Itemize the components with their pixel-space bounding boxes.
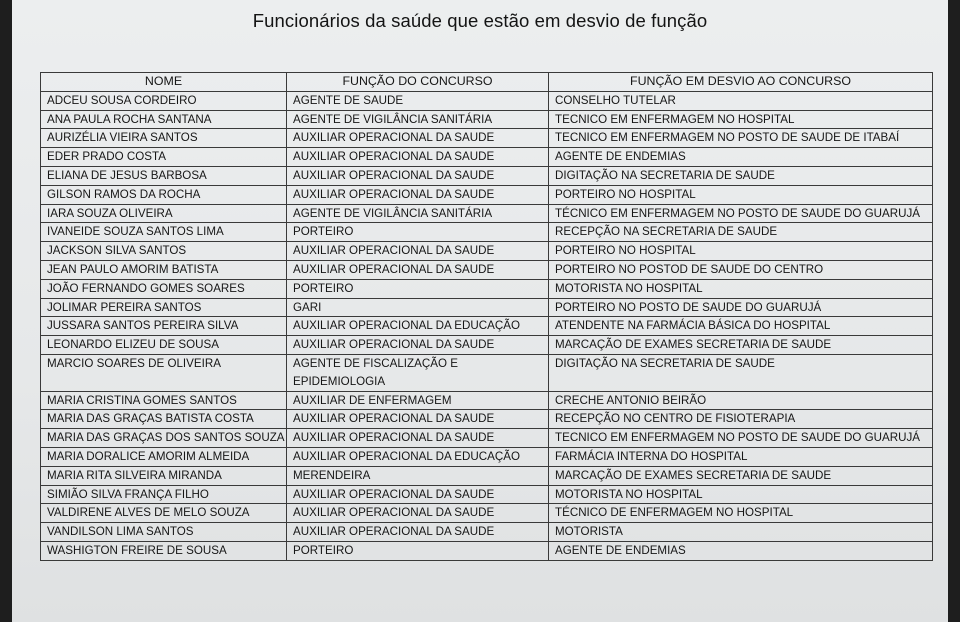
cell-exam-function: AUXILIAR OPERACIONAL DA EDUCAÇÃO xyxy=(287,447,549,466)
cell-deviation-function: MARCAÇÃO DE EXAMES SECRETARIA DE SAUDE xyxy=(549,336,933,355)
table-row xyxy=(41,410,933,429)
cell-exam-function: AGENTE DE SAUDE xyxy=(287,91,549,110)
table-row xyxy=(41,447,933,466)
cell-deviation-function: FARMÁCIA INTERNA DO HOSPITAL xyxy=(549,447,933,466)
cell-name: GILSON RAMOS DA ROCHA xyxy=(41,185,287,204)
cell-deviation-function: MARCAÇÃO DE EXAMES SECRETARIA DE SAUDE xyxy=(549,466,933,485)
cell-name: MARIA DAS GRAÇAS DOS SANTOS SOUZA xyxy=(41,429,287,448)
header-deviation-function: FUNÇÃO EM DESVIO AO CONCURSO xyxy=(549,73,933,92)
cell-name: SIMIÃO SILVA FRANÇA FILHO xyxy=(41,485,287,504)
table-row xyxy=(41,336,933,355)
cell-exam-function: AUXILIAR OPERACIONAL DA SAUDE xyxy=(287,260,549,279)
cell-exam-function: AUXILIAR OPERACIONAL DA SAUDE xyxy=(287,166,549,185)
cell-exam-function: PORTEIRO xyxy=(287,279,549,298)
header-exam-function: FUNÇÃO DO CONCURSO xyxy=(287,73,549,92)
table-row xyxy=(41,504,933,523)
table-row xyxy=(41,166,933,185)
cell-deviation-function: TÉCNICO DE ENFERMAGEM NO HOSPITAL xyxy=(549,504,933,523)
employee-table xyxy=(40,72,933,561)
cell-exam-function: GARI xyxy=(287,298,549,317)
document-page xyxy=(12,0,948,622)
table-row xyxy=(41,110,933,129)
table-body xyxy=(41,91,933,560)
table-row xyxy=(41,298,933,317)
cell-name: MARIA DAS GRAÇAS BATISTA COSTA xyxy=(41,410,287,429)
cell-exam-function: AGENTE DE FISCALIZAÇÃO E EPIDEMIOLOGIA xyxy=(287,354,549,391)
cell-deviation-function: RECEPÇÃO NO CENTRO DE FISIOTERAPIA xyxy=(549,410,933,429)
cell-deviation-function: PORTEIRO NO HOSPITAL xyxy=(549,185,933,204)
cell-name: LEONARDO ELIZEU DE SOUSA xyxy=(41,336,287,355)
table-row xyxy=(41,223,933,242)
cell-exam-function: AUXILIAR OPERACIONAL DA EDUCAÇÃO xyxy=(287,317,549,336)
cell-deviation-function: ATENDENTE NA FARMÁCIA BÁSICA DO HOSPITAL xyxy=(549,317,933,336)
table-row xyxy=(41,91,933,110)
cell-deviation-function: RECEPÇÃO NA SECRETARIA DE SAUDE xyxy=(549,223,933,242)
table-row xyxy=(41,429,933,448)
cell-deviation-function: PORTEIRO NO POSTOD DE SAUDE DO CENTRO xyxy=(549,260,933,279)
cell-exam-function: AUXILIAR OPERACIONAL DA SAUDE xyxy=(287,129,549,148)
cell-name: JEAN PAULO AMORIM BATISTA xyxy=(41,260,287,279)
cell-exam-function: PORTEIRO xyxy=(287,541,549,560)
table-row xyxy=(41,466,933,485)
cell-name: MARIA DORALICE AMORIM ALMEIDA xyxy=(41,447,287,466)
cell-deviation-function: DIGITAÇÃO NA SECRETARIA DE SAUDE xyxy=(549,354,933,391)
table-row xyxy=(41,185,933,204)
table-row xyxy=(41,242,933,261)
cell-name: MARCIO SOARES DE OLIVEIRA xyxy=(41,354,287,391)
cell-deviation-function: PORTEIRO NO POSTO DE SAUDE DO GUARUJÁ xyxy=(549,298,933,317)
cell-name: ADCEU SOUSA CORDEIRO xyxy=(41,91,287,110)
cell-exam-function: AUXILIAR OPERACIONAL DA SAUDE xyxy=(287,485,549,504)
cell-name: ANA PAULA ROCHA SANTANA xyxy=(41,110,287,129)
cell-exam-function: AGENTE DE VIGILÂNCIA SANITÁRIA xyxy=(287,204,549,223)
cell-deviation-function: AGENTE DE ENDEMIAS xyxy=(549,541,933,560)
cell-deviation-function: AGENTE DE ENDEMIAS xyxy=(549,148,933,167)
table-row xyxy=(41,391,933,410)
cell-name: MARIA RITA SILVEIRA MIRANDA xyxy=(41,466,287,485)
cell-deviation-function: MOTORISTA xyxy=(549,523,933,542)
cell-name: JUSSARA SANTOS PEREIRA SILVA xyxy=(41,317,287,336)
cell-name: ELIANA DE JESUS BARBOSA xyxy=(41,166,287,185)
table-row xyxy=(41,279,933,298)
cell-name: EDER PRADO COSTA xyxy=(41,148,287,167)
table-row xyxy=(41,204,933,223)
cell-exam-function: AUXILIAR OPERACIONAL DA SAUDE xyxy=(287,336,549,355)
cell-deviation-function: TECNICO EM ENFERMAGEM NO POSTO DE SAUDE DE ITABAÍ xyxy=(549,129,933,148)
cell-name: JOLIMAR PEREIRA SANTOS xyxy=(41,298,287,317)
cell-exam-function: AUXILIAR OPERACIONAL DA SAUDE xyxy=(287,429,549,448)
cell-name: IVANEIDE SOUZA SANTOS LIMA xyxy=(41,223,287,242)
cell-exam-function: AGENTE DE VIGILÂNCIA SANITÁRIA xyxy=(287,110,549,129)
cell-name: MARIA CRISTINA GOMES SANTOS xyxy=(41,391,287,410)
cell-name: VALDIRENE ALVES DE MELO SOUZA xyxy=(41,504,287,523)
table-row xyxy=(41,129,933,148)
table-row xyxy=(41,354,933,391)
table-row xyxy=(41,317,933,336)
table-row xyxy=(41,485,933,504)
cell-exam-function: PORTEIRO xyxy=(287,223,549,242)
cell-exam-function: AUXILIAR OPERACIONAL DA SAUDE xyxy=(287,410,549,429)
cell-deviation-function: TECNICO EM ENFERMAGEM NO HOSPITAL xyxy=(549,110,933,129)
table-row xyxy=(41,541,933,560)
cell-exam-function: AUXILIAR OPERACIONAL DA SAUDE xyxy=(287,242,549,261)
cell-exam-function: MERENDEIRA xyxy=(287,466,549,485)
cell-deviation-function: CONSELHO TUTELAR xyxy=(549,91,933,110)
cell-deviation-function: MOTORISTA NO HOSPITAL xyxy=(549,485,933,504)
table-header-row xyxy=(41,73,933,92)
table-row xyxy=(41,260,933,279)
cell-name: IARA SOUZA OLIVEIRA xyxy=(41,204,287,223)
cell-deviation-function: MOTORISTA NO HOSPITAL xyxy=(549,279,933,298)
cell-name: WASHIGTON FREIRE DE SOUSA xyxy=(41,541,287,560)
cell-deviation-function: TECNICO EM ENFERMAGEM NO POSTO DE SAUDE DO GUARUJÁ xyxy=(549,429,933,448)
table-row xyxy=(41,148,933,167)
cell-deviation-function: PORTEIRO NO HOSPITAL xyxy=(549,242,933,261)
cell-name: AURIZÉLIA VIEIRA SANTOS xyxy=(41,129,287,148)
cell-exam-function: AUXILIAR OPERACIONAL DA SAUDE xyxy=(287,523,549,542)
cell-exam-function: AUXILIAR OPERACIONAL DA SAUDE xyxy=(287,185,549,204)
cell-deviation-function: CRECHE ANTONIO BEIRÃO xyxy=(549,391,933,410)
document-title: Funcionários da saúde que estão em desvio de função xyxy=(252,10,708,31)
table-row xyxy=(41,523,933,542)
cell-deviation-function: DIGITAÇÃO NA SECRETARIA DE SAUDE xyxy=(549,166,933,185)
cell-exam-function: AUXILIAR DE ENFERMAGEM xyxy=(287,391,549,410)
cell-name: VANDILSON LIMA SANTOS xyxy=(41,523,287,542)
header-name: NOME xyxy=(41,73,287,92)
cell-deviation-function: TÉCNICO EM ENFERMAGEM NO POSTO DE SAUDE DO GUARUJÁ xyxy=(549,204,933,223)
cell-exam-function: AUXILIAR OPERACIONAL DA SAUDE xyxy=(287,148,549,167)
cell-name: JACKSON SILVA SANTOS xyxy=(41,242,287,261)
cell-exam-function: AUXILIAR OPERACIONAL DA SAUDE xyxy=(287,504,549,523)
cell-name: JOÃO FERNANDO GOMES SOARES xyxy=(41,279,287,298)
